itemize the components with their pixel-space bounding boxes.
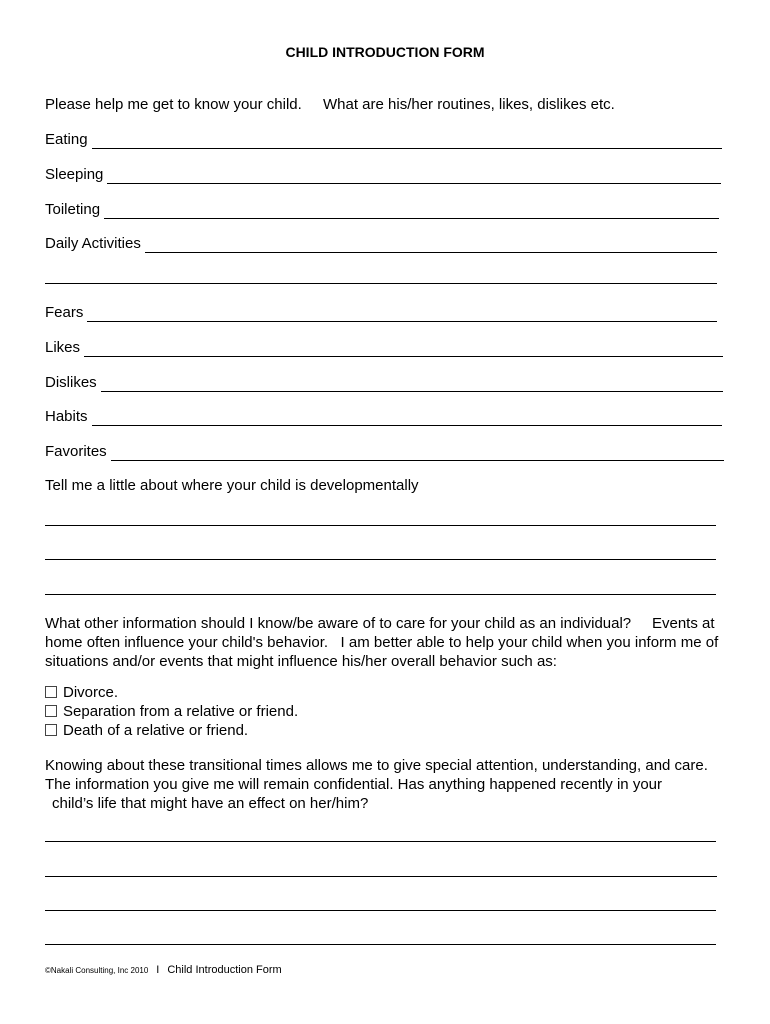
checklist-label: Divorce. [63, 684, 119, 701]
checklist-label: Separation from a relative or friend. [63, 703, 299, 720]
daily-activities-line[interactable] [145, 238, 717, 253]
transitional-line-3: child’s life that might have an effect on her/him? [52, 795, 369, 812]
habits-field[interactable] [45, 404, 722, 426]
answer-line-3[interactable] [45, 910, 716, 911]
footer-separator: I [156, 964, 160, 976]
checkbox-icon[interactable] [45, 686, 57, 698]
habits-line[interactable] [92, 411, 722, 426]
favorites-field[interactable] [45, 439, 724, 461]
habits-label: Habits [45, 408, 88, 425]
transitional-line-2: The information you give me will remain confidential. Has anything happened recently in your [45, 776, 662, 793]
eating-label: Eating [45, 131, 88, 148]
developmental-line-1[interactable] [45, 525, 716, 526]
footer-doc-name: Child Introduction Form [167, 964, 282, 976]
transitional-line-1: Knowing about these transitional times allows me to give special attention, understanding, and care. [45, 757, 708, 774]
footer-copyright: ©Nakali Consulting, Inc 2010 [45, 966, 149, 975]
checkbox-icon[interactable] [45, 724, 57, 736]
checklist-item[interactable] [45, 721, 298, 740]
checklist-item[interactable] [45, 702, 298, 721]
other-info-line-3: situations and/or events that might influence his/her overall behavior such as: [45, 653, 557, 670]
toileting-label: Toileting [45, 201, 101, 218]
fears-field[interactable] [45, 300, 717, 322]
likes-field[interactable] [45, 335, 723, 357]
checklist-item[interactable] [45, 683, 298, 702]
answer-line-1[interactable] [45, 841, 716, 842]
page-footer [45, 964, 282, 976]
eating-field[interactable] [45, 127, 722, 149]
sleeping-label: Sleeping [45, 166, 104, 183]
developmental-line-3[interactable] [45, 594, 716, 595]
form-title: CHILD INTRODUCTION FORM [285, 44, 485, 60]
other-info-paragraph [45, 614, 718, 671]
daily-activities-field[interactable] [45, 231, 717, 253]
developmental-prompt: Tell me a little about where your child is developmentally [45, 477, 419, 494]
checklist-label: Death of a relative or friend. [63, 722, 249, 739]
toileting-field[interactable] [45, 197, 719, 219]
dislikes-label: Dislikes [45, 374, 97, 391]
event-checklist [45, 683, 298, 740]
dislikes-field[interactable] [45, 370, 723, 392]
fears-line[interactable] [87, 307, 717, 322]
developmental-line-2[interactable] [45, 559, 716, 560]
other-info-line-2: home often influence your child's behavior. I am better able to help your child when you inform me of [45, 634, 719, 651]
toileting-line[interactable] [104, 204, 719, 219]
checkbox-icon[interactable] [45, 705, 57, 717]
sleeping-line[interactable] [107, 169, 721, 184]
transitional-paragraph [45, 756, 708, 813]
favorites-label: Favorites [45, 443, 107, 460]
dislikes-line[interactable] [101, 377, 723, 392]
eating-line[interactable] [92, 134, 722, 149]
intro-right: What are his/her routines, likes, dislikes etc. [323, 96, 615, 113]
answer-line-4[interactable] [45, 944, 716, 945]
favorites-line[interactable] [111, 446, 724, 461]
fears-label: Fears [45, 304, 84, 321]
sleeping-field[interactable] [45, 162, 721, 184]
likes-label: Likes [45, 339, 81, 356]
likes-line[interactable] [84, 342, 723, 357]
other-info-line-1: What other information should I know/be aware of to care for your child as an individual? Events at [45, 615, 715, 632]
answer-line-2[interactable] [45, 876, 717, 877]
intro-left: Please help me get to know your child. [45, 96, 302, 113]
daily-activities-label: Daily Activities [45, 235, 141, 252]
daily-activities-extra-line[interactable] [45, 283, 717, 284]
